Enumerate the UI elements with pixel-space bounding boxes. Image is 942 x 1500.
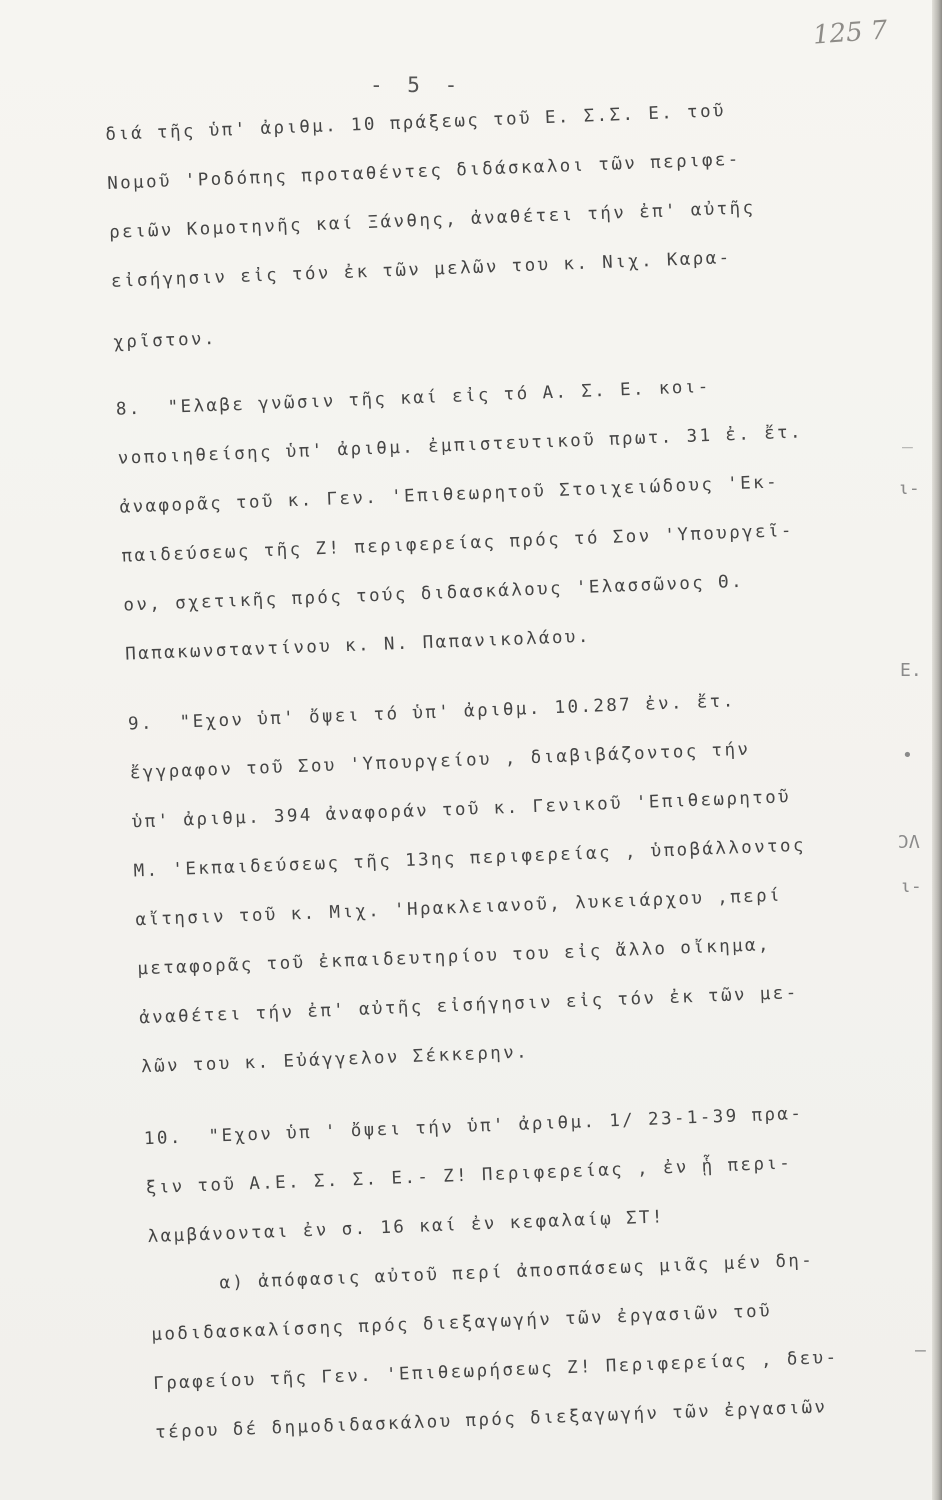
text-line: μεταφορᾶς τοῦ ἐκπαιδευτηρίου του εἰς ἄλλο οἴκημα,: [137, 935, 772, 980]
typed-text-body: [105, 95, 884, 1444]
folio-number: 125 7: [811, 15, 888, 51]
text-line: Νομοῦ 'Ροδόπης προταθέντες διδάσκαλοι τῶν περιφε-: [106, 149, 742, 194]
margin-mark: —: [915, 1340, 926, 1361]
text-line: 9. "Εχον ὑπ' ὄψει τό ὑπ' ἀριθμ. 10.287 ἐν. ἔτ.: [127, 691, 736, 735]
text-line: ὑπ' ἀριθμ. 394 ἀναφοράν τοῦ κ. Γενικοῦ 'Επιθεωρητοῦ: [131, 787, 792, 833]
margin-mark: Ε.: [900, 660, 922, 681]
text-line: ἔγγραφον τοῦ Σου 'Υπουργείου , διαβιβάζοντος τήν: [129, 739, 751, 784]
text-line: Παπακωνσταντίνου κ. Ν. Παπανικολάου.: [124, 626, 592, 665]
text-line: ἀναφορᾶς τοῦ κ. Γεν. 'Επιθεωρητοῦ Στοιχειώδους 'Εκ-: [119, 472, 780, 518]
text-line: 8. "Ελαβε γνῶσιν τῆς καί εἰς τό Α. Σ. Ε. κοι-: [115, 376, 711, 420]
text-line: εἰσήγησιν εἰς τόν ἐκ τῶν μελῶν του κ. Νιχ. Καρα-: [110, 248, 732, 292]
margin-mark: _: [902, 428, 913, 449]
text-line: τέρου δέ δημοδιδασκάλου πρός διεξαγωγήν τῶν ἐργασιῶν: [154, 1397, 828, 1444]
text-line: παιδεύσεως τῆς Ζ! περιφερείας πρός τό Σον 'Υπουργεῖ-: [121, 520, 795, 567]
margin-mark: ϽΛ: [898, 832, 920, 853]
text-line: α) ἀπόφασις αὐτοῦ περί ἀποσπάσεως μιᾶς μέν δη-: [219, 1250, 815, 1294]
text-line: αἴτησιν τοῦ κ. Μιχ. 'Ηρακλειανοῦ, λυκειάρχου ,περί: [135, 885, 783, 931]
text-line: Μ. 'Εκπαιδεύσεως τῆς 13ης περιφερείας , ὑποβάλλοντος: [133, 835, 807, 882]
page-number: - 5 -: [370, 73, 464, 97]
text-line: διά τῆς ὑπ' ἀριθμ. 10 πράξεως τοῦ Ε. Σ.Σ. Ε. τοῦ: [105, 101, 727, 145]
text-line: ξιν τοῦ Α.Ε. Σ. Σ. Ε.- Ζ! Περιφερείας , ἐν ᾗ περι-: [145, 1153, 793, 1199]
text-line: ον, σχετικῆς πρός τούς διδασκάλους 'Ελασσῶνος Θ.: [123, 571, 745, 616]
text-line: ἀναθέτει τήν ἐπ' αὐτῆς εἰσήγησιν εἰς τόν ἐκ τῶν με-: [138, 983, 799, 1029]
text-line: Γραφείου τῆς Γεν. 'Επιθεωρήσεως Ζ! Περιφερείας , δευ-: [152, 1347, 839, 1395]
margin-mark: ι-: [900, 876, 922, 897]
page-edge-shadow: [932, 0, 942, 1500]
text-line: λαμβάνονται ἐν σ. 16 καί ἐν κεφαλαίῳ ΣΤ!: [147, 1207, 666, 1248]
text-line: ρειῶν Κομοτηνῆς καί Ξάνθης, ἀναθέτει τήν ἐπ' αὐτῆς: [108, 198, 756, 243]
text-line: νοποιηθείσης ὑπ' ἀριθμ. ἐμπιστευτικοῦ πρωτ. 31 ἐ. ἔτ.: [117, 422, 804, 469]
text-line: λῶν του κ. Εὐάγγελον Σέκκερην.: [140, 1042, 530, 1078]
text-line: 10. "Εχον ὑπ ' ὄψει τήν ὑπ' ἀριθμ. 1/ 23-1-39 πρα-: [143, 1103, 804, 1150]
margin-mark: ι-: [898, 478, 920, 499]
margin-mark: •: [902, 745, 913, 766]
text-line: χρῖστον.: [112, 328, 218, 353]
text-line: μοδιδασκαλίσσης πρός διεξαγωγήν τῶν ἐργασιῶν τοῦ: [151, 1301, 773, 1346]
